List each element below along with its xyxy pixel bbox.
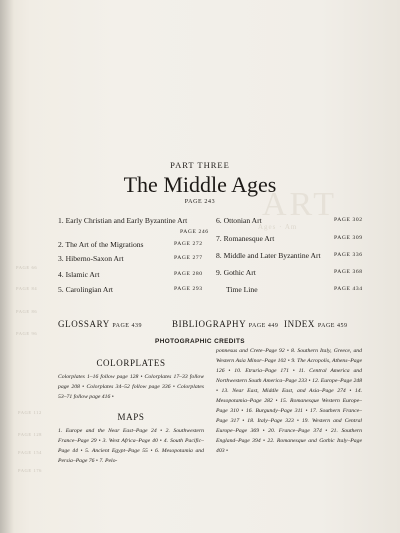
- index-label: INDEX: [284, 319, 315, 329]
- maps-heading: MAPS: [117, 412, 145, 422]
- toc-entry[interactable]: Time Line: [226, 285, 258, 294]
- title-page-number: PAGE 243: [184, 199, 216, 205]
- bleed-through-subtitle: Ages · Am: [258, 223, 298, 231]
- toc-entry[interactable]: 1. Early Christian and Early Byzantine Art: [58, 216, 188, 225]
- index-entry[interactable]: [284, 319, 347, 329]
- toc-page: PAGE 309: [334, 235, 363, 241]
- toc-page: PAGE 434: [334, 286, 363, 292]
- toc-page: PAGE 336: [334, 252, 363, 258]
- part-label: PART THREE: [170, 160, 230, 170]
- bibliography-label: BIBLIOGRAPHY: [172, 319, 246, 329]
- glossary-label: GLOSSARY: [58, 319, 110, 329]
- toc-entry[interactable]: 3. Hiberno-Saxon Art: [58, 254, 124, 263]
- bleed-through-title: ART: [262, 186, 337, 223]
- toc-entry[interactable]: 6. Ottonian Art: [216, 216, 262, 225]
- toc-page: PAGE 293: [174, 286, 203, 292]
- colorplates-heading: COLORPLATES: [96, 358, 166, 368]
- bibliography-entry[interactable]: [172, 319, 278, 329]
- gutter-shadow: [0, 0, 14, 533]
- glossary-page: PAGE 439: [112, 323, 142, 329]
- toc-page: PAGE 280: [174, 271, 203, 277]
- bleed-mark: PAGE 96: [16, 331, 38, 336]
- page-title: The Middle Ages: [123, 172, 277, 197]
- toc-page: PAGE 277: [174, 255, 203, 261]
- toc-page: PAGE 272: [174, 241, 203, 247]
- index-page: PAGE 459: [317, 323, 348, 329]
- map-credits-continued: ponnesus and Crete–Page 92 • 8. Southern Italy, Greece, and Western Asia Minor–Page 102 • 9. The Acropolis, Athens–Page 126 • 10. Etruria–Page 171 • 11. Central America and Northwestern South America–Page 233 • 12. Europe–Page 248 • 13. Near East, Middle East, and Asia–Page 274 • 14. Mesopotamia–Page 282 • 15. Romanesque Western Europe–Page 310 • 16. Burgundy–Page 311 • 17. Southern France–Page 317 • 18. Italy–Page 323 • 19. Western and Central Europe–Page 369 • 20. France–Page 374 • 21. Southern England–Page 394 • 22. Romanesque and Gothic Italy–Page 403 •: [216, 348, 362, 454]
- bleed-mark: PAGE 86: [16, 309, 38, 314]
- toc-page: PAGE 302: [334, 217, 363, 223]
- toc-entry[interactable]: 4. Islamic Art: [58, 270, 100, 279]
- toc-page: PAGE 368: [334, 269, 363, 275]
- bibliography-page: PAGE 449: [248, 323, 279, 329]
- bleed-mark: PAGE 128: [18, 432, 43, 437]
- photographic-credits-heading: PHOTOGRAPHIC CREDITS: [155, 338, 245, 345]
- glossary-entry[interactable]: [58, 319, 142, 329]
- toc-entry[interactable]: 8. Middle and Later Byzantine Art: [216, 251, 321, 260]
- bleed-mark: PAGE 66: [16, 265, 38, 270]
- bleed-mark: PAGE 176: [18, 468, 43, 473]
- bleed-mark: PAGE 154: [18, 450, 43, 455]
- maps-text: 1. Europe and the Near East–Page 24 • 2. Southwestern France–Page 29 • 3. West Africa–Page 40 • 4. South Pacific–Page 44 • 5. Ancient Egypt–Page 55 • 6. Mesopotamia and Persia–Page 76 • 7. Pelo-: [58, 428, 204, 464]
- bleed-mark: PAGE 112: [18, 410, 42, 415]
- bleed-mark: PAGE 84: [16, 286, 38, 291]
- toc-entry[interactable]: 2. The Art of the Migrations: [58, 240, 144, 249]
- toc-entry[interactable]: 5. Carolingian Art: [58, 285, 114, 294]
- colorplates-text: Colorplates 1–16 follow page 128 • Colorplates 17–33 follow page 208 • Colorplates 34–52 follow page 336 • Colorplates 53–71 follow page 416 •: [58, 374, 204, 400]
- toc-page: PAGE 246: [180, 229, 209, 235]
- toc-entry[interactable]: 7. Romanesque Art: [216, 234, 275, 243]
- toc-entry[interactable]: 9. Gothic Art: [216, 268, 256, 277]
